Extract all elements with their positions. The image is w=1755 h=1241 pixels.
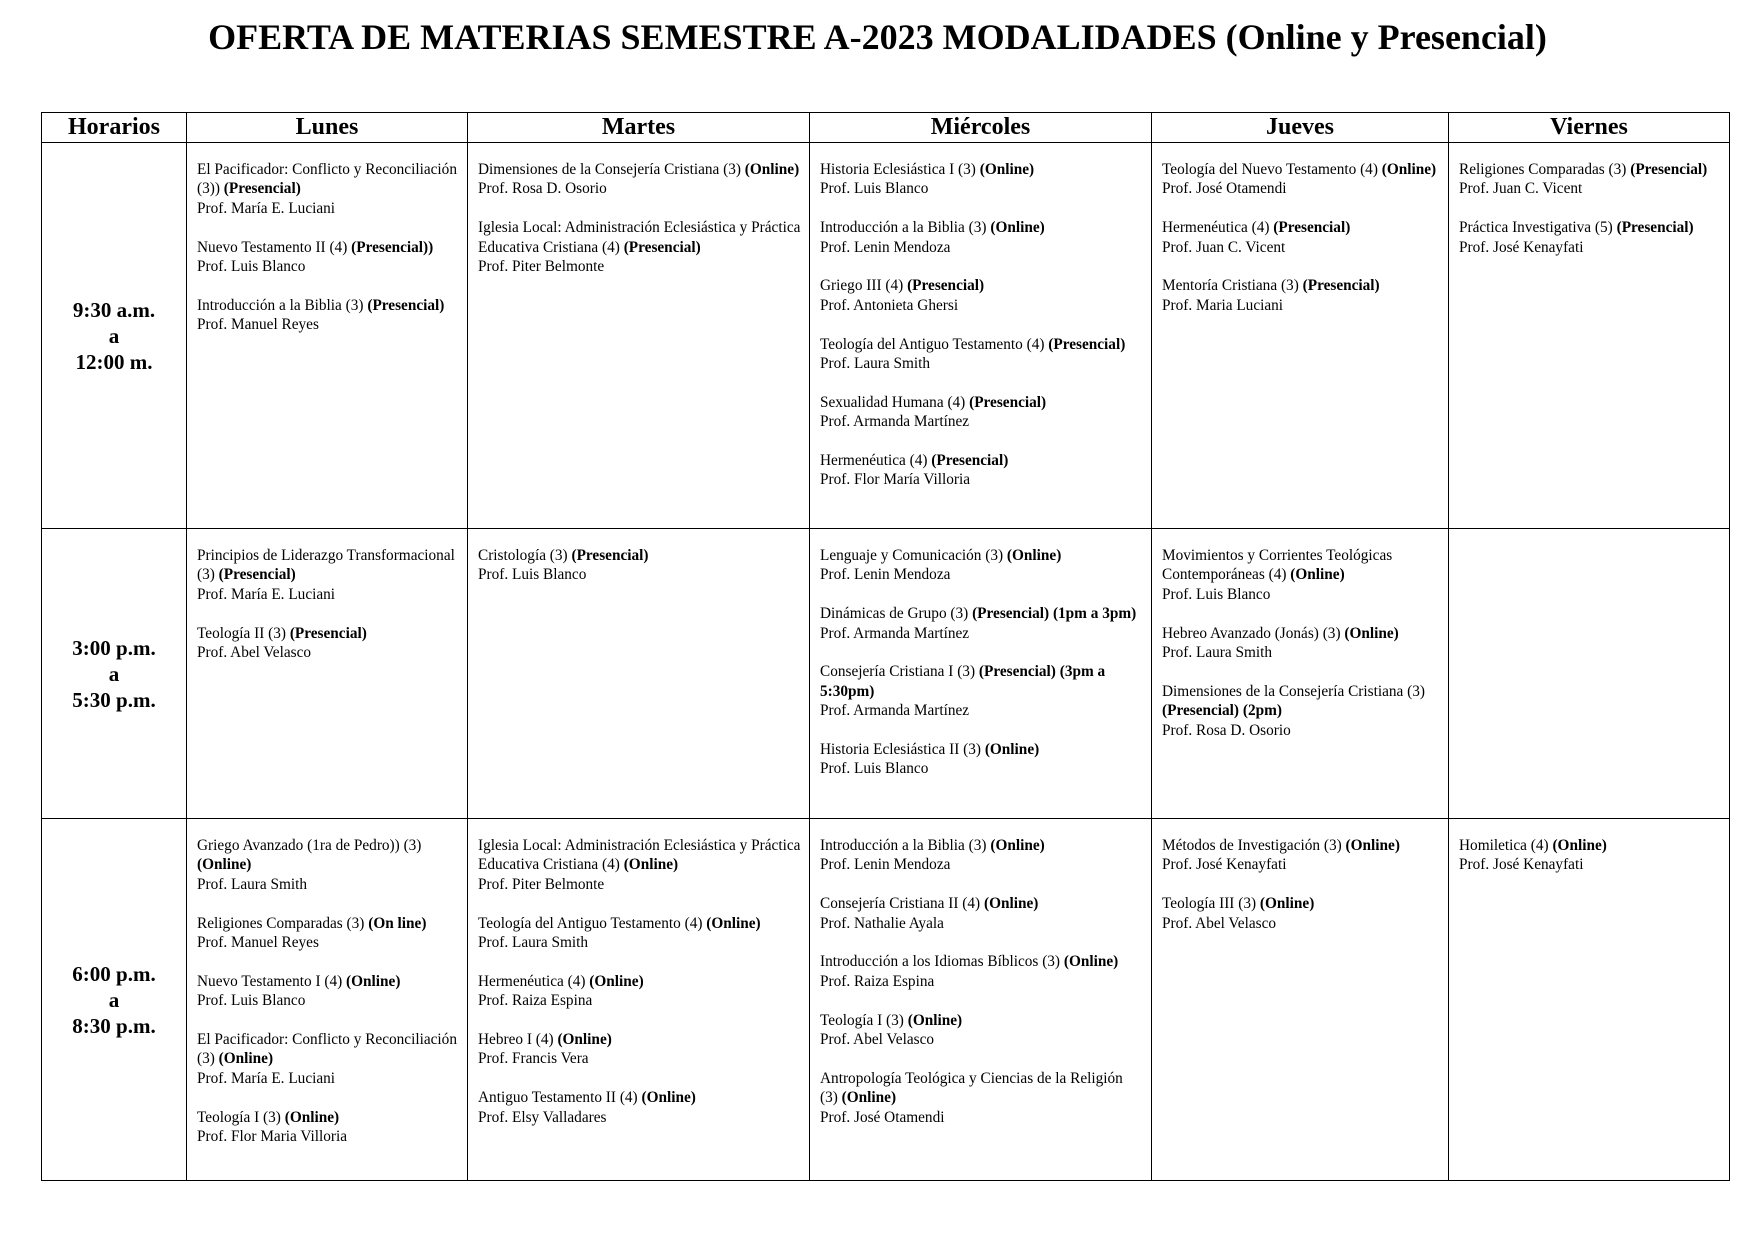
professor-name: Prof. Raiza Espina: [820, 972, 935, 990]
professor-name: Prof. Juan C. Vicent: [1459, 180, 1583, 198]
course-name: Métodos de Investigación (3): [1162, 837, 1342, 854]
course-entry: [1162, 546, 1440, 604]
header-viernes: Viernes: [1449, 113, 1730, 143]
modality-label: (Presencial): [1048, 335, 1126, 353]
course-name: Principios de Liderazgo Transformacional (3): [197, 547, 455, 584]
modality-label: (Presencial): [223, 180, 301, 198]
course-name: Religiones Comparadas (3): [197, 914, 365, 932]
modality-label: (Online): [907, 1011, 963, 1029]
course-name: El Pacificador: Conflicto y Reconciliación (3): [197, 1031, 457, 1068]
modality-label: (Presencial): [367, 296, 445, 314]
course-entry: [197, 914, 459, 953]
course-name: Hebreo I (4): [478, 1031, 554, 1049]
modality-label: (Presencial): [1302, 277, 1380, 295]
modality-label: (Online): [1552, 837, 1607, 854]
modality-label: (Online): [990, 219, 1045, 237]
course-title-line: [820, 160, 1143, 179]
time-slot: [42, 529, 187, 819]
course-name: Movimientos y Corrientes Teológicas Contemporáneas (4): [1162, 547, 1393, 584]
course-title-line: [1162, 894, 1440, 913]
modality-label: (Online): [990, 837, 1045, 854]
professor-name: Prof. Flor María Villoria: [820, 471, 971, 489]
course-name: Teología III (3): [1162, 895, 1257, 913]
professor-name: Prof. Manuel Reyes: [197, 316, 319, 334]
course-title-line: [197, 546, 459, 585]
course-name: Dimensiones de la Consejería Cristiana (3): [478, 161, 741, 178]
schedule-row: [42, 143, 1730, 529]
time-note: (1pm a 3pm): [1052, 605, 1137, 623]
schedule-body: [42, 143, 1730, 1181]
course-title-line: [1162, 624, 1440, 643]
course-entry: [820, 604, 1143, 643]
course-title-line: [478, 972, 801, 991]
course-title-line: [1162, 682, 1440, 721]
header-lunes: Lunes: [187, 113, 468, 143]
modality-label: (Online): [218, 1050, 274, 1068]
modality-label: (Presencial): [1630, 161, 1708, 178]
course-name: Hebreo Avanzado (Jonás) (3): [1162, 624, 1341, 642]
professor-name: Prof. Laura Smith: [197, 875, 308, 893]
course-name: Nuevo Testamento I (4): [197, 972, 343, 990]
professor-name: Prof. Piter Belmonte: [478, 875, 605, 893]
professor-name: Prof. Abel Velasco: [197, 644, 312, 662]
professor-name: Prof. Armanda Martínez: [820, 413, 970, 431]
modality-label: (Presencial): [571, 547, 649, 564]
modality-label: (Online): [641, 1089, 696, 1107]
course-name: Antiguo Testamento II (4): [478, 1089, 638, 1107]
course-entry: [820, 546, 1143, 585]
course-title-line: [197, 160, 459, 199]
modality-label: (Presencial): [1273, 219, 1351, 237]
time-slot-text: a: [108, 323, 120, 348]
course-title-line: [197, 624, 459, 643]
modality-label: (Online): [1381, 161, 1437, 178]
course-entry: [820, 894, 1143, 933]
course-title-line: [1162, 546, 1440, 585]
modality-label: (Online): [979, 161, 1035, 178]
time-slot-text: 8:30 p.m.: [72, 1013, 156, 1038]
professor-name: Prof. Abel Velasco: [820, 1031, 935, 1049]
modality-label: (Presencial): [1616, 219, 1694, 237]
course-entry: [820, 952, 1143, 991]
course-title-line: [197, 1108, 459, 1127]
course-name: Teología del Antiguo Testamento (4): [478, 914, 703, 932]
modality-label: (Online): [744, 161, 800, 178]
day-cell-miercoles: [810, 529, 1152, 819]
day-cell-martes: [468, 143, 810, 529]
course-name: Teología del Nuevo Testamento (4): [1162, 161, 1378, 178]
professor-name: Prof. Rosa D. Osorio: [1162, 721, 1291, 739]
modality-label: (Presencial): [623, 238, 701, 256]
course-title-line: [1459, 218, 1721, 237]
course-title-line: [197, 238, 459, 257]
time-note: (3pm a 5:30pm): [820, 663, 1106, 700]
time-slot-text: 12:00 m.: [75, 349, 153, 374]
day-cell-viernes: [1449, 143, 1730, 529]
course-entry: [197, 972, 459, 1011]
professor-name: Prof. José Otamendi: [1162, 180, 1287, 198]
time-slot-text: 6:00 p.m.: [72, 961, 156, 986]
professor-name: Prof. Laura Smith: [820, 355, 931, 373]
professor-name: Prof. Elsy Valladares: [478, 1108, 607, 1126]
professor-name: Prof. Piter Belmonte: [478, 258, 605, 276]
course-entry: [820, 276, 1143, 315]
day-cell-martes: [468, 529, 810, 819]
modality-label: (On line): [368, 914, 427, 932]
time-slot-text: a: [108, 987, 120, 1012]
course-entry: [478, 160, 801, 199]
course-entry: [478, 1088, 801, 1127]
modality-label: (Online): [623, 856, 679, 874]
course-name: Griego Avanzado (1ra de Pedro)) (3): [197, 837, 422, 854]
professor-name: Prof. Laura Smith: [1162, 644, 1273, 662]
day-cell-jueves: [1152, 143, 1449, 529]
header-martes: Martes: [468, 113, 810, 143]
professor-name: Prof. Raiza Espina: [478, 992, 593, 1010]
course-entry: [820, 335, 1143, 374]
course-name: Hermenéutica (4): [1162, 219, 1270, 237]
course-name: Introducción a la Biblia (3): [820, 219, 987, 237]
course-title-line: [820, 1069, 1143, 1108]
modality-label: (Online): [841, 1089, 897, 1107]
professor-name: Prof. Luis Blanco: [197, 258, 306, 276]
course-entry: [820, 1069, 1143, 1127]
course-title-line: [478, 836, 801, 875]
schedule-row: [42, 529, 1730, 819]
modality-label: (Online): [589, 972, 644, 990]
modality-label: (Presencial): [969, 393, 1047, 411]
modality-label: (Online): [1344, 624, 1399, 642]
course-name: Historia Eclesiástica I (3): [820, 161, 976, 178]
course-title-line: [820, 1011, 1143, 1030]
course-name: Homiletica (4): [1459, 837, 1549, 854]
course-name: Introducción a los Idiomas Bíblicos (3): [820, 953, 1061, 971]
course-name: Dimensiones de la Consejería Cristiana (3): [1162, 682, 1425, 700]
modality-label: (Presencial): [931, 452, 1009, 470]
day-cell-lunes: [187, 819, 468, 1181]
page-title: OFERTA DE MATERIAS SEMESTRE A-2023 MODALIDADES (Online y Presencial): [208, 17, 1547, 57]
course-name: Teología II (3): [197, 624, 286, 642]
modality-label: (Online): [197, 856, 252, 874]
professor-name: Prof. José Kenayfati: [1459, 856, 1584, 874]
day-cell-jueves: [1152, 529, 1449, 819]
course-title-line: [820, 335, 1143, 354]
course-title-line: [1459, 836, 1721, 855]
professor-name: Prof. Francis Vera: [478, 1050, 589, 1068]
professor-name: Prof. Juan C. Vicent: [1162, 238, 1286, 256]
professor-name: Prof. Rosa D. Osorio: [478, 180, 607, 198]
header-jueves: Jueves: [1152, 113, 1449, 143]
course-entry: [197, 160, 459, 218]
modality-label: (Presencial): [972, 605, 1050, 623]
course-name: Cristología (3): [478, 547, 568, 564]
course-entry: [478, 218, 801, 276]
course-entry: [197, 296, 459, 335]
modality-label: (Online): [1006, 547, 1062, 564]
professor-name: Prof. Flor Maria Villoria: [197, 1128, 348, 1146]
modality-label: (Online): [1063, 953, 1119, 971]
modality-label: (Online): [346, 972, 401, 990]
course-name: Hermenéutica (4): [820, 452, 928, 470]
course-name: Nuevo Testamento II (4): [197, 238, 348, 256]
course-name: Teología del Antiguo Testamento (4): [820, 335, 1045, 353]
time-slot-text: 9:30 a.m.: [72, 297, 156, 322]
professor-name: Prof. Armanda Martínez: [820, 702, 970, 720]
course-name: Práctica Investigativa (5): [1459, 219, 1613, 237]
course-entry: [478, 546, 801, 585]
course-name: Hermenéutica (4): [478, 972, 586, 990]
modality-label: (Presencial): [289, 624, 367, 642]
course-entry: [478, 914, 801, 953]
modality-label: (Presencial): [1162, 702, 1240, 720]
professor-name: Prof. Maria Luciani: [1162, 296, 1284, 314]
course-entry: [197, 1030, 459, 1088]
course-entry: [197, 836, 459, 894]
professor-name: Prof. Armanda Martínez: [820, 624, 970, 642]
course-title-line: [478, 1030, 801, 1049]
course-entry: [820, 1011, 1143, 1050]
course-entry: [1459, 218, 1721, 257]
course-name: Religiones Comparadas (3): [1459, 161, 1627, 178]
course-entry: [478, 836, 801, 894]
course-name: Consejería Cristiana I (3): [820, 663, 976, 681]
course-title-line: [820, 894, 1143, 913]
modality-label: (Presencial): [978, 663, 1056, 681]
course-entry: [820, 451, 1143, 490]
course-title-line: [820, 451, 1143, 470]
professor-name: Prof. Nathalie Ayala: [820, 914, 944, 932]
day-cell-viernes: [1449, 819, 1730, 1181]
modality-label: (Online): [984, 741, 1040, 759]
course-name: Teología I (3): [820, 1011, 904, 1029]
course-name: Introducción a la Biblia (3): [197, 296, 364, 314]
header-miercoles: Miércoles: [810, 113, 1152, 143]
professor-name: Prof. Abel Velasco: [1162, 914, 1277, 932]
professor-name: Prof. María E. Luciani: [197, 585, 336, 603]
course-name: El Pacificador: Conflicto y Reconciliación (3)): [197, 161, 457, 198]
modality-label: (Presencial): [907, 277, 985, 295]
course-entry: [1162, 682, 1440, 740]
course-title-line: [820, 836, 1143, 855]
course-title-line: [1459, 160, 1721, 179]
course-title-line: [820, 662, 1143, 701]
course-title-line: [478, 546, 801, 565]
professor-name: Prof. José Kenayfati: [1459, 238, 1584, 256]
course-name: Antropología Teológica y Ciencias de la Religión (3): [820, 1069, 1123, 1107]
day-cell-miercoles: [810, 819, 1152, 1181]
day-cell-lunes: [187, 143, 468, 529]
course-name: Consejería Cristiana II (4): [820, 895, 981, 913]
course-name: Iglesia Local: Administración Eclesiástica y Práctica Educativa Cristiana (4): [478, 219, 801, 256]
modality-label: (Presencial)): [351, 238, 434, 256]
course-entry: [478, 972, 801, 1011]
course-entry: [197, 546, 459, 604]
course-title-line: [820, 952, 1143, 971]
course-title-line: [197, 914, 459, 933]
time-slot-text: 5:30 p.m.: [72, 687, 156, 712]
professor-name: Prof. Antonieta Ghersi: [820, 296, 959, 314]
course-entry: [197, 1108, 459, 1147]
course-name: Dinámicas de Grupo (3): [820, 605, 969, 623]
header-row: [42, 113, 1730, 143]
modality-label: (Online): [1345, 837, 1400, 854]
modality-label: (Online): [706, 914, 761, 932]
course-entry: [820, 160, 1143, 199]
course-name: Griego III (4): [820, 277, 904, 295]
course-name: Sexualidad Humana (4): [820, 393, 966, 411]
course-entry: [1162, 624, 1440, 663]
day-cell-martes: [468, 819, 810, 1181]
course-title-line: [820, 740, 1143, 759]
professor-name: Prof. Lenin Mendoza: [820, 238, 951, 256]
professor-name: Prof. Luis Blanco: [820, 180, 929, 198]
course-name: Introducción a la Biblia (3): [820, 837, 987, 854]
professor-name: Prof. Luis Blanco: [1162, 585, 1271, 603]
modality-label: (Online): [1259, 895, 1315, 913]
professor-name: Prof. Lenin Mendoza: [820, 566, 951, 584]
course-entry: [1162, 894, 1440, 933]
course-entry: [820, 740, 1143, 779]
day-cell-jueves: [1152, 819, 1449, 1181]
course-title-line: [820, 218, 1143, 237]
course-entry: [820, 836, 1143, 875]
course-title-line: [820, 276, 1143, 295]
course-entry: [820, 218, 1143, 257]
course-entry: [478, 1030, 801, 1069]
course-name: Lenguaje y Comunicación (3): [820, 547, 1004, 564]
course-name: Iglesia Local: Administración Eclesiástica y Práctica Educativa Cristiana (4): [478, 837, 801, 874]
course-entry: [820, 662, 1143, 720]
professor-name: Prof. Lenin Mendoza: [820, 856, 951, 874]
schedule-row: [42, 819, 1730, 1181]
modality-label: (Presencial): [218, 566, 296, 584]
course-title-line: [197, 296, 459, 315]
modality-label: (Online): [983, 895, 1039, 913]
course-entry: [1162, 836, 1440, 875]
professor-name: Prof. Luis Blanco: [197, 992, 306, 1010]
professor-name: Prof. José Kenayfati: [1162, 856, 1287, 874]
course-title-line: [1162, 160, 1440, 179]
professor-name: Prof. Laura Smith: [478, 934, 589, 952]
course-name: Teología I (3): [197, 1108, 281, 1126]
course-title-line: [197, 1030, 459, 1069]
course-title-line: [478, 160, 801, 179]
course-entry: [1162, 276, 1440, 315]
schedule-table: [41, 112, 1730, 1181]
course-entry: [1459, 160, 1721, 199]
professor-name: Prof. Manuel Reyes: [197, 934, 319, 952]
course-title-line: [820, 604, 1143, 623]
professor-name: Prof. María E. Luciani: [197, 1069, 336, 1087]
time-slot: [42, 819, 187, 1181]
day-cell-lunes: [187, 529, 468, 819]
time-slot-text: a: [108, 661, 120, 686]
course-title-line: [197, 972, 459, 991]
course-title-line: [1162, 836, 1440, 855]
course-title-line: [197, 836, 459, 875]
professor-name: Prof. José Otamendi: [820, 1108, 945, 1126]
professor-name: Prof. Luis Blanco: [820, 760, 929, 778]
header-horarios: Horarios: [42, 113, 187, 143]
day-cell-miercoles: [810, 143, 1152, 529]
course-title-line: [478, 218, 801, 257]
professor-name: Prof. Luis Blanco: [478, 566, 587, 584]
course-title-line: [1162, 276, 1440, 295]
course-title-line: [478, 914, 801, 933]
time-slot: [42, 143, 187, 529]
course-title-line: [478, 1088, 801, 1107]
course-title-line: [820, 546, 1143, 565]
course-entry: [1162, 160, 1440, 199]
course-entry: [1459, 836, 1721, 875]
course-entry: [197, 238, 459, 277]
modality-label: (Online): [284, 1108, 340, 1126]
course-title-line: [820, 393, 1143, 412]
modality-label: (Online): [557, 1031, 612, 1049]
course-name: Mentoría Cristiana (3): [1162, 277, 1299, 295]
course-entry: [820, 393, 1143, 432]
course-entry: [197, 624, 459, 663]
course-name: Historia Eclesiástica II (3): [820, 741, 981, 759]
modality-label: (Online): [1290, 566, 1345, 584]
day-cell-viernes: [1449, 529, 1730, 819]
professor-name: Prof. María E. Luciani: [197, 199, 336, 217]
time-slot-text: 3:00 p.m.: [72, 635, 156, 660]
course-entry: [1162, 218, 1440, 257]
course-title-line: [1162, 218, 1440, 237]
time-note: (2pm): [1242, 702, 1282, 720]
